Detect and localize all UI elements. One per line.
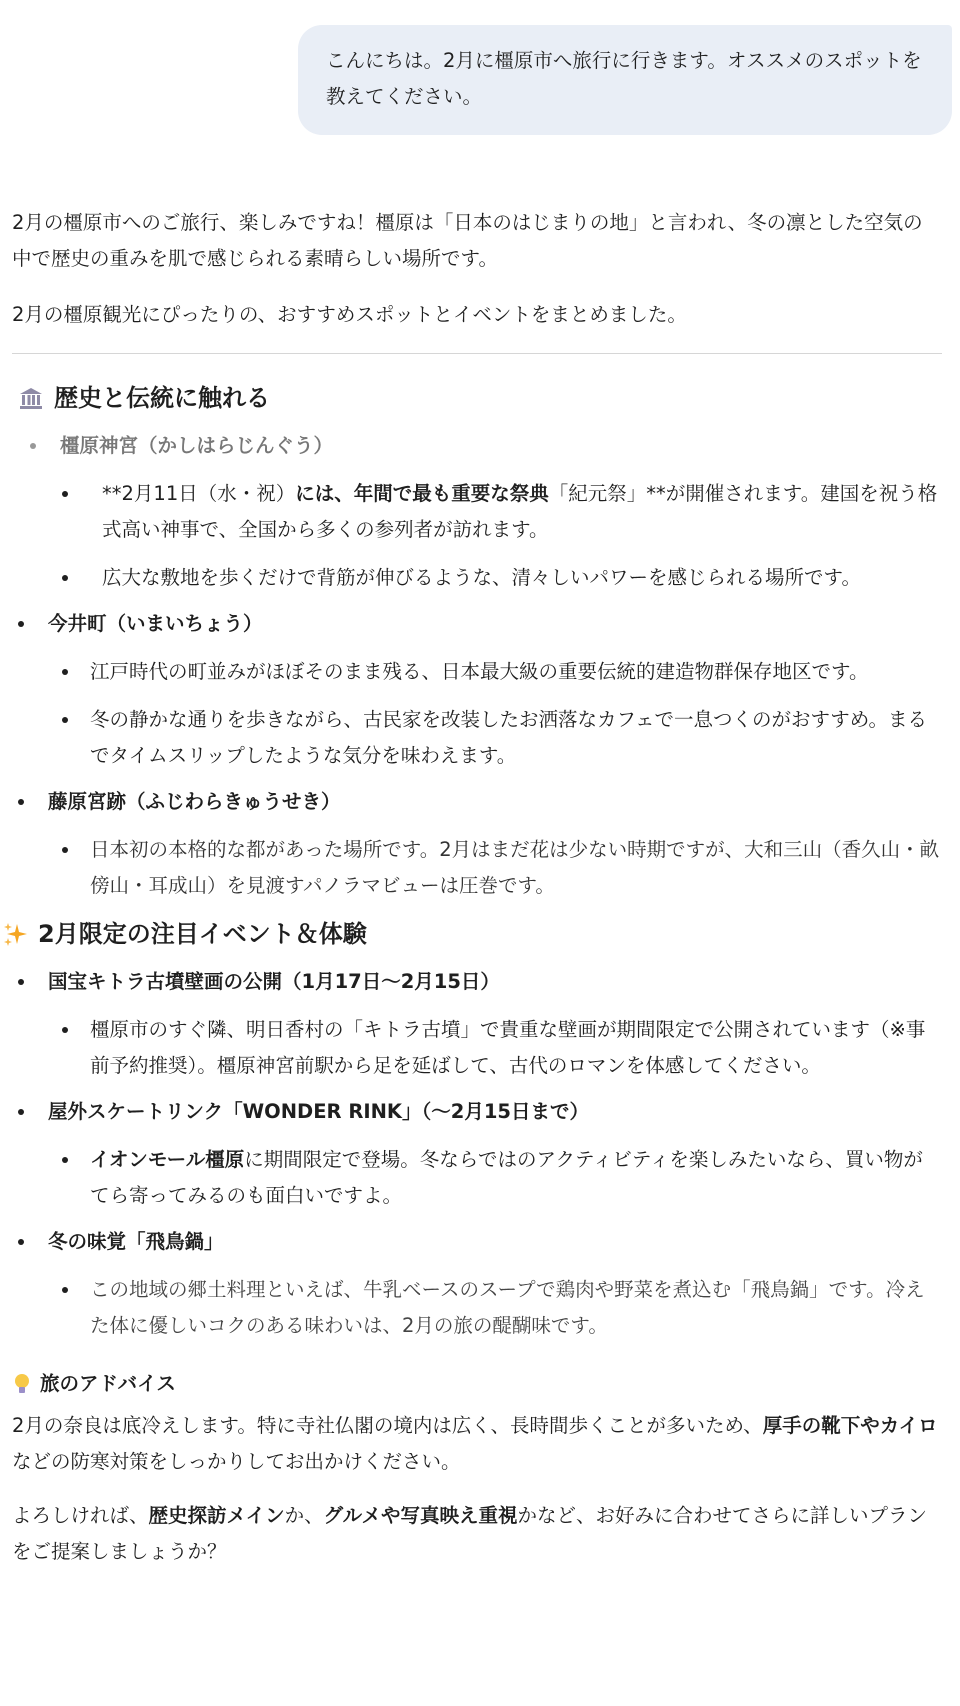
list-item: 冬の静かな通りを歩きながら、古民家を改装したお洒落なカフェで一息つくのがおすすめ。まるでタイムスリップしたような気分を味わえます。	[12, 702, 942, 774]
sparkles-icon	[2, 921, 28, 947]
bold-text: イオンモール橿原	[90, 1148, 245, 1171]
item-title: 今井町（いまいちょう）	[48, 612, 263, 635]
bold-text: には、年間で最も重要な祭典	[295, 482, 549, 505]
list-item	[12, 476, 942, 548]
events-list	[12, 964, 942, 1344]
divider	[12, 353, 942, 354]
list-item: 日本初の本格的な都があった場所です。2月はまだ花は少ない時期ですが、大和三山（香久山・畝傍山・耳成山）を見渡すパノラマビューは圧巻です。	[12, 832, 942, 904]
text: かなど、お好みに合わせてさらに詳しいプランをご提案しましょうか？	[12, 1504, 928, 1563]
summary-paragraph: 2月の橿原観光にぴったりの、おすすめスポットとイベントをまとめました。	[12, 303, 687, 326]
list-item: 橿原市のすぐ隣、明日香村の「キトラ古墳」で貴重な壁画が期間限定で公開されています（※事前予約推奨）。橿原神宮前駅から足を延ばして、古代のロマンを体感してください。	[12, 1012, 942, 1084]
item-title: 国宝キトラ古墳壁画の公開（1月17日〜2月15日）	[48, 970, 500, 993]
history-list	[12, 428, 942, 904]
list-item: 広大な敷地を歩くだけで背筋が伸びるような、清々しいパワーを感じられる場所です。	[12, 560, 942, 596]
list-item-fujiwara-palace	[12, 784, 942, 904]
advice-title: 旅のアドバイス	[40, 1372, 176, 1395]
section-heading-events	[2, 914, 942, 954]
section-title: 2月限定の注目イベント＆体験	[38, 920, 367, 948]
item-title: 冬の味覚「飛鳥鍋」	[48, 1230, 224, 1253]
user-message-row	[0, 0, 960, 135]
user-message-bubble: こんにちは。2月に橿原市へ旅行に行きます。オススメのスポットを教えてください。	[298, 25, 952, 135]
bold-text: グルメや写真映え重視	[323, 1504, 518, 1527]
list-item-wonder-rink	[12, 1094, 942, 1214]
classical-building-icon	[18, 385, 44, 411]
section-heading-history	[12, 378, 942, 418]
bold-text: 歴史探訪メイン	[148, 1504, 285, 1527]
list-item-kitora-tumulus	[12, 964, 942, 1084]
item-title: 藤原宮跡（ふじわらきゅうせき）	[48, 790, 341, 813]
list-item	[12, 1142, 942, 1214]
section-title: 歴史と伝統に触れる	[54, 384, 270, 412]
text: に期間限定で登場。冬ならではのアクティビティを楽しみたいなら、買い物がてら寄ってみるのも面白いですよ。	[90, 1148, 923, 1207]
text: よろしければ、	[12, 1504, 149, 1527]
list-item-kashihara-jingu	[24, 428, 942, 596]
text: などの防寒対策をしっかりしてお出かけください。	[12, 1450, 461, 1473]
bold-text: 厚手の靴下やカイロ	[762, 1414, 938, 1437]
advice-paragraph	[12, 1408, 942, 1480]
list-item: 江戸時代の町並みがほぼそのまま残る、日本最大級の重要伝統的建造物群保存地区です。	[12, 654, 942, 690]
item-title: 橿原神宮（かしはらじんぐう）	[60, 434, 334, 457]
list-item-imaicho	[12, 606, 942, 774]
text: **2月11日（水・祝）	[102, 482, 296, 505]
assistant-response	[0, 205, 960, 1570]
closing-paragraph	[12, 1498, 942, 1570]
intro-paragraph: 2月の橿原市へのご旅行、楽しみですね！橿原は「日本のはじまりの地」と言われ、冬の凛とした空気の中で歴史の重みを肌で感じられる素晴らしい場所です。	[12, 211, 923, 270]
text: か、	[284, 1504, 324, 1527]
item-title: 屋外スケートリンク「WONDER RINK」（〜2月15日まで）	[48, 1100, 589, 1123]
advice-heading	[12, 1366, 942, 1402]
list-item: この地域の郷土料理といえば、牛乳ベースのスープで鶏肉や野菜を煮込む「飛鳥鍋」です。冷えた体に優しいコクのある味わいは、2月の旅の醍醐味です。	[12, 1272, 942, 1344]
list-item-asuka-nabe	[12, 1224, 942, 1344]
text: 2月の奈良は底冷えします。特に寺社仏閣の境内は広く、長時間歩くことが多いため、	[12, 1414, 763, 1437]
text: 「紀元祭」**が開催されます。建国を祝う格式高い神事で、全国から多くの参列者が訪れます。	[102, 482, 938, 541]
light-bulb-icon	[12, 1372, 32, 1396]
